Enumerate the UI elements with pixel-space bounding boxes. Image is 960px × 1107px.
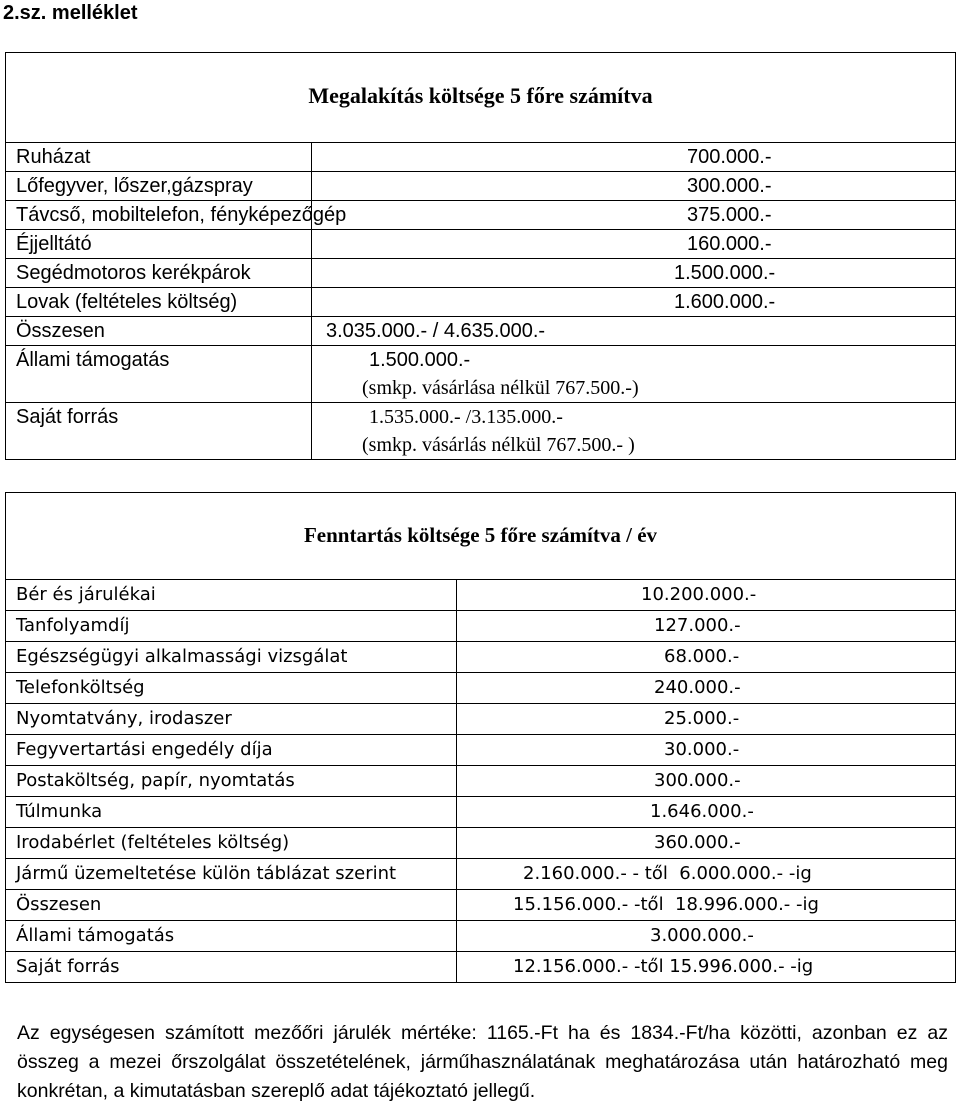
table-row xyxy=(6,611,956,642)
row-value: 127.000.- xyxy=(457,611,956,642)
row-value: 30.000.- xyxy=(457,735,956,766)
table-row xyxy=(6,859,956,890)
setup-table-title: Megalakítás költsége 5 főre számítva xyxy=(6,53,956,143)
row-label: Egészségügyi alkalmassági vizsgálat xyxy=(6,642,457,673)
row-value: 68.000.- xyxy=(457,642,956,673)
table-row xyxy=(6,673,956,704)
row-label: Jármű üzemeltetése külön táblázat szerint xyxy=(6,859,457,890)
row-label: Összesen xyxy=(6,890,457,921)
table-row xyxy=(6,921,956,952)
row-label: Összesen xyxy=(6,317,312,346)
table-row xyxy=(6,890,956,921)
row-value: 1.600.000.- xyxy=(312,288,956,317)
row-value: 10.200.000.- xyxy=(457,580,956,611)
row-value: 240.000.- xyxy=(457,673,956,704)
setup-cost-table xyxy=(5,52,956,460)
row-label: Telefonköltség xyxy=(6,673,457,704)
row-label: Tanfolyamdíj xyxy=(6,611,457,642)
table-row xyxy=(6,735,956,766)
table-row xyxy=(6,288,956,317)
footnote-paragraph: Az egységesen számított mezőőri járulék mértéke: 1165.-Ft ha és 1834.-Ft/ha közötti, azonban ez az összeg a mezei őrszolgálat összetételének, járműhasználatának meghatározása után határozható meg konkrétan, a kimutatásban szereplő adat tájékoztató jellegű. xyxy=(17,1022,948,1102)
table-row xyxy=(6,143,956,172)
row-label: Állami támogatás xyxy=(6,921,457,952)
row-label: Lőfegyver, lőszer,gázspray xyxy=(6,172,312,201)
row-label: Segédmotoros kerékpárok xyxy=(6,259,312,288)
table-row xyxy=(6,201,956,230)
table-row xyxy=(6,259,956,288)
row-label: Bér és járulékai xyxy=(6,580,457,611)
row-value: 25.000.- xyxy=(457,704,956,735)
row-label: Fegyvertartási engedély díja xyxy=(6,735,457,766)
table-row xyxy=(6,642,956,673)
row-value: 12.156.000.- -től 15.996.000.- -ig xyxy=(457,952,956,983)
row-label: Nyomtatvány, irodaszer xyxy=(6,704,457,735)
row-value: 300.000.- xyxy=(457,766,956,797)
maintenance-table-title: Fenntartás költsége 5 főre számítva / év xyxy=(6,493,956,580)
table-row xyxy=(6,346,956,403)
row-label: Lovak (feltételes költség) xyxy=(6,288,312,317)
maintenance-cost-table xyxy=(5,492,956,983)
row-value: 360.000.- xyxy=(457,828,956,859)
table-row xyxy=(6,580,956,611)
row-value: 1.500.000.- xyxy=(369,349,471,371)
table-row xyxy=(6,403,956,460)
row-label: Éjjelltátó xyxy=(6,230,312,259)
row-note: (smkp. vásárlása nélkül 767.500.-) xyxy=(362,377,639,399)
table-row xyxy=(6,704,956,735)
row-value: 15.156.000.- -től 18.996.000.- -ig xyxy=(457,890,956,921)
row-value: 300.000.- xyxy=(312,172,956,201)
table-row xyxy=(6,828,956,859)
row-value: 2.160.000.- - től 6.000.000.- -ig xyxy=(457,859,956,890)
row-label: Postaköltség, papír, nyomtatás xyxy=(6,766,457,797)
row-label: Saját forrás xyxy=(6,952,457,983)
row-value: 1.500.000.- xyxy=(312,259,956,288)
row-label: Saját forrás xyxy=(6,403,312,460)
row-label: Állami támogatás xyxy=(6,346,312,403)
table-row xyxy=(6,172,956,201)
row-value: 160.000.- xyxy=(312,230,956,259)
row-label: Irodabérlet (feltételes költség) xyxy=(6,828,457,859)
page-heading: 2.sz. melléklet xyxy=(3,2,138,24)
row-label: Ruházat xyxy=(6,143,312,172)
table-row xyxy=(6,230,956,259)
row-note: (smkp. vásárlás nélkül 767.500.- ) xyxy=(362,434,635,456)
table-row xyxy=(6,317,956,346)
row-value: 3.035.000.- / 4.635.000.- xyxy=(312,317,956,346)
row-label: Túlmunka xyxy=(6,797,457,828)
row-value: 700.000.- xyxy=(312,143,956,172)
row-value: 375.000.- xyxy=(312,201,956,230)
row-label: Távcső, mobiltelefon, fényképezőgép xyxy=(6,201,312,230)
table-row xyxy=(6,766,956,797)
table-row xyxy=(6,952,956,983)
row-value: 1.646.000.- xyxy=(457,797,956,828)
row-value: 1.535.000.- /3.135.000.- xyxy=(369,406,563,428)
table-row xyxy=(6,797,956,828)
row-value: 3.000.000.- xyxy=(457,921,956,952)
